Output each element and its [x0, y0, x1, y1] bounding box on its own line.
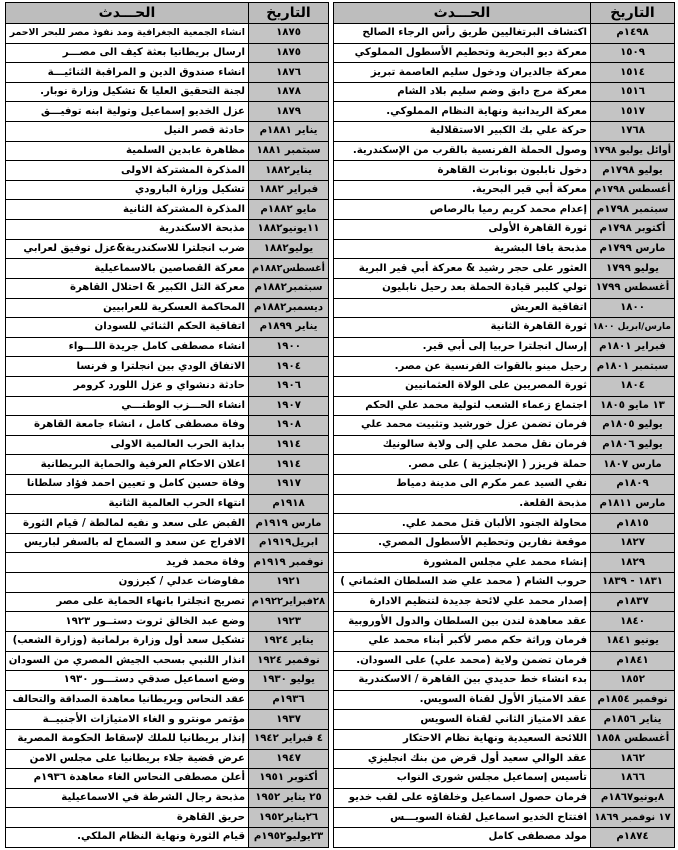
event-cell: معركة التل الكبير & احتلال القاهرة [6, 278, 249, 298]
table-row [6, 671, 329, 691]
event-cell: مذبحة الاسكندرية [6, 220, 249, 240]
date-cell: يوليو ١٩٣٠ [249, 671, 329, 691]
date-cell: سبتمبر ١٨٠١م [591, 357, 675, 377]
date-cell: ١٩١٧ [249, 475, 329, 495]
event-cell: إرسال انجلترا حربيا إلى أبي قير. [334, 337, 591, 357]
date-cell: يونيو ١٨٤١ [591, 631, 675, 651]
table-row [334, 671, 675, 691]
event-cell: اتفاقية العريش [334, 298, 591, 318]
table-row [334, 514, 675, 534]
date-cell: ١٣ مايو ١٨٠٥ [591, 396, 675, 416]
table-row [334, 435, 675, 455]
date-cell: ١٩٠٤ [249, 357, 329, 377]
table-header-row [6, 3, 329, 24]
event-cell: عقد النحاس وبريطانيا معاهدة الصداقة والتحالف [6, 690, 249, 710]
date-cell: أغسطس١٨٨٢م [249, 259, 329, 279]
event-cell: عقد معاهدة لندن بين السلطان والدول الأوروبية [334, 612, 591, 632]
event-cell: وضع عبد الخالق ثروت دستــور ١٩٢٣ [6, 612, 249, 632]
table-row [6, 749, 329, 769]
event-cell: عقد الوالي سعيد أول قرض من بنك انجليزي [334, 749, 591, 769]
table-row [334, 631, 675, 651]
event-cell: محاولة الجنود الألبان قتل محمد علي. [334, 514, 591, 534]
table-row [334, 376, 675, 396]
event-cell: انشاء الحـــزب الوطنـــي [6, 396, 249, 416]
event-cell: انشاء مصطفى كامل جريدة اللـــواء [6, 337, 249, 357]
table-row [6, 553, 329, 573]
table-row [334, 494, 675, 514]
table-row [6, 808, 329, 828]
event-cell: القبض على سعد و نفيه لمالطة / قيام الثورة [6, 514, 249, 534]
table-row [334, 808, 675, 828]
table-row [6, 220, 329, 240]
table-row [6, 533, 329, 553]
table-row [334, 533, 675, 553]
event-cell: إصدار محمد علي لائحة جديدة لتنظيم الادارة [334, 592, 591, 612]
date-cell: ١٨٢٧ [591, 533, 675, 553]
date-cell: ١٥١٤ [591, 63, 675, 83]
event-cell: وفاة مصطفى كامل ، انشاء جامعة القاهرة [6, 416, 249, 436]
date-cell: ١٨٤٠ [591, 612, 675, 632]
date-cell: مارس ١٨٠٧ [591, 455, 675, 475]
date-cell: ١٩١٨م [249, 494, 329, 514]
date-cell: ١٧٦٨ [591, 122, 675, 142]
table-row [6, 475, 329, 495]
table-row [334, 651, 675, 671]
event-cell: وفاة حسين كامل و تعيين احمد فؤاد سلطانا [6, 475, 249, 495]
table-row [6, 396, 329, 416]
date-cell: أغسطس ١٧٩٨م [591, 180, 675, 200]
date-cell: ١٨٤١م [591, 651, 675, 671]
table-row [334, 710, 675, 730]
table-row [6, 298, 329, 318]
event-cell: مذبحة رجال الشرطة في الاسماعيلية [6, 788, 249, 808]
date-cell: ١٨٣١ - ١٨٣٩ [591, 573, 675, 593]
table-row [334, 278, 675, 298]
event-cell: مذبحة القلعة. [334, 494, 591, 514]
date-cell: مايو ١٨٨٢م [249, 200, 329, 220]
event-cell: قيام الثورة ونهاية النظام الملكي. [6, 827, 249, 847]
date-cell: نوفمبر ١٨٥٤م [591, 690, 675, 710]
event-cell: تصريح انجلترا بانهاء الحماية على مصر [6, 592, 249, 612]
date-cell: يوليو١٨٨٢ [249, 239, 329, 259]
table-row [334, 749, 675, 769]
event-cell: اكتشاف البرتغاليين طريق رأس الرجاء الصالح [334, 24, 591, 44]
date-cell: نوفمبر ١٩١٩م [249, 553, 329, 573]
event-cell: حروب الشام ( محمد علي ضد السلطان العثماني ) [334, 573, 591, 593]
table-row [6, 455, 329, 475]
table-row [6, 102, 329, 122]
event-cell: انتهاء الحرب العالمية الثانية [6, 494, 249, 514]
date-cell: ١٨٧٤م [591, 827, 675, 847]
date-cell: ٢٨فبراير١٩٢٢م [249, 592, 329, 612]
event-cell: مظاهرة عابدين السلمية [6, 141, 249, 161]
timeline-body-left [6, 24, 329, 848]
event-cell: فرمان وراثة حكم مصر لأكبر أبناء محمد علي [334, 631, 591, 651]
date-cell: فبراير ١٨٠١م [591, 337, 675, 357]
date-cell: يناير١٨٨٢ [249, 161, 329, 181]
date-cell: يوليو ١٧٩٩ [591, 259, 675, 279]
date-cell: ٨يونيو١٨٦٧م [591, 788, 675, 808]
event-cell: حريق القاهرة [6, 808, 249, 828]
date-cell: ١٩٤٧ [249, 749, 329, 769]
event-cell: افتتاح الخديو اسماعيل لقناة السويـــس [334, 808, 591, 828]
date-cell: ١٨٢٩ [591, 553, 675, 573]
date-cell: مارس ١٧٩٩م [591, 239, 675, 259]
event-cell: مؤتمر مونترو و الغاء الامتيازات الأجنبيــة [6, 710, 249, 730]
date-cell: ٢٦يناير١٩٥٢ [249, 808, 329, 828]
table-row [334, 553, 675, 573]
date-cell: ١٨٧٩ [249, 102, 329, 122]
table-row [6, 416, 329, 436]
date-cell: ٤ فبراير ١٩٤٢ [249, 729, 329, 749]
event-cell: وصول الحملة الفرنسية بالقرب من الإسكندرية. [334, 141, 591, 161]
table-row [6, 612, 329, 632]
date-header: التاريخ [591, 3, 675, 24]
date-cell: نوفمبر ١٩٢٤ [249, 651, 329, 671]
event-cell: اتفاقية الحكم الثنائي للسودان [6, 318, 249, 338]
event-cell: تأسيس إسماعيل مجلس شورى النواب [334, 769, 591, 789]
date-cell: ١٤٩٨م [591, 24, 675, 44]
event-cell: مولد مصطفى كامل [334, 827, 591, 847]
event-cell: ارسال بريطانيا بعثة كيف الى مصـــر [6, 43, 249, 63]
event-cell: بدء انشاء خط حديدي بين القاهرة / الاسكندرية [334, 671, 591, 691]
table-row [334, 82, 675, 102]
table-row [6, 259, 329, 279]
table-row [334, 690, 675, 710]
date-cell: ١٩٠٦ [249, 376, 329, 396]
date-cell: ١٨٧٥ [249, 43, 329, 63]
table-row [334, 769, 675, 789]
event-cell: تشكيل سعد أول وزارة برلمانية (وزارة الشعب) [6, 631, 249, 651]
date-cell: ١٨٥٢ [591, 671, 675, 691]
table-row [334, 102, 675, 122]
table-row [6, 435, 329, 455]
table-row [6, 827, 329, 847]
table-row [334, 180, 675, 200]
date-cell: سبتمبر ١٧٩٨م [591, 200, 675, 220]
date-cell: يوليو ١٨٠٦م [591, 435, 675, 455]
table-row [6, 122, 329, 142]
event-cell: معركة جالديران ودخول سليم العاصمة تبريز [334, 63, 591, 83]
date-cell: أكتوبر ١٧٩٨م [591, 220, 675, 240]
event-cell: انذار اللنبي بسحب الجيش المصري من السودان [6, 651, 249, 671]
event-cell: المحاكمة العسكرية للعرابيين [6, 298, 249, 318]
date-cell: يناير ١٨٩٩م [249, 318, 329, 338]
table-row [6, 337, 329, 357]
event-cell: معركة القصاصين بالاسماعيلية [6, 259, 249, 279]
table-row [334, 396, 675, 416]
table-row [334, 122, 675, 142]
table-row [6, 651, 329, 671]
timeline-table-left [5, 2, 329, 848]
table-row [6, 514, 329, 534]
date-cell: ١٩٣٦م [249, 690, 329, 710]
event-cell: عقد الامتياز الثاني لقناة السويس [334, 710, 591, 730]
date-cell: ١٨١٥م [591, 514, 675, 534]
event-cell: معركة الريدانية ونهاية النظام المملوكي. [334, 102, 591, 122]
date-cell: ١٩٢١ [249, 573, 329, 593]
table-row [334, 416, 675, 436]
table-row [334, 220, 675, 240]
table-row [6, 278, 329, 298]
event-cell: وضع اسماعيل صدقي دستـــور ١٩٣٠ [6, 671, 249, 691]
date-cell: يناير ١٨٥٦م [591, 710, 675, 730]
table-row [334, 788, 675, 808]
date-cell: يوليو ١٨٠٥م [591, 416, 675, 436]
table-row [334, 24, 675, 44]
table-row [334, 200, 675, 220]
event-cell: الاتفاق الودي بين انجلترا و فرنسا [6, 357, 249, 377]
event-cell: ضرب انجلترا للاسكندرية&عزل توفيق لعرابي [6, 239, 249, 259]
table-row [6, 592, 329, 612]
event-cell: فرمان تضمن ولاية (محمد علي) على السودان. [334, 651, 591, 671]
event-cell: ثورة القاهرة الثانية [334, 318, 591, 338]
date-cell: ١٨٠٩م [591, 475, 675, 495]
table-row [6, 376, 329, 396]
date-cell: فبراير ١٨٨٢ [249, 180, 329, 200]
event-cell: معركة أبي قير البحرية. [334, 180, 591, 200]
table-row [334, 612, 675, 632]
event-cell: تولي كليبر قيادة الحملة بعد رحيل نابليون [334, 278, 591, 298]
table-row [6, 239, 329, 259]
table-row [334, 357, 675, 377]
date-cell: ١٩٠٨ [249, 416, 329, 436]
date-cell: ١٧ نوفمبر ١٨٦٩ [591, 808, 675, 828]
table-row [6, 788, 329, 808]
event-cell: اجتماع زعماء الشعب لتولية محمد علي الحكم [334, 396, 591, 416]
table-row [6, 494, 329, 514]
event-cell: معركة ديو البحرية وتحطيم الأسطول المملوكي [334, 43, 591, 63]
event-cell: انشاء الجمعية الجغرافية ومد نفوذ مصر للبحر الاحمر [6, 24, 249, 44]
event-cell: عزل الخديو إسماعيل وتولية ابنه توفيـــق [6, 102, 249, 122]
date-cell: ١٨٦٢ [591, 749, 675, 769]
table-row [334, 827, 675, 847]
event-cell: معركة مرج دابق وضم سليم بلاد الشام [334, 82, 591, 102]
table-row [334, 475, 675, 495]
table-row [334, 141, 675, 161]
table-row [6, 573, 329, 593]
event-cell: مذبحة يافا البشرية [334, 239, 591, 259]
event-cell: رحيل مينو بالقوات الفرنسية عن مصر. [334, 357, 591, 377]
table-row [334, 43, 675, 63]
date-cell: سبتمبر١٨٨٢م [249, 278, 329, 298]
event-header: الحـــدث [6, 3, 249, 24]
event-cell: حادثة قصر النيل [6, 122, 249, 142]
date-cell: ١٨٧٨ [249, 82, 329, 102]
event-cell: لجنة التحقيق العليا & تشكيل وزارة نوبار. [6, 82, 249, 102]
table-row [334, 573, 675, 593]
event-cell: مفاوضات عدلي / كيرزون [6, 573, 249, 593]
date-cell: مارس/ابريل ١٨٠٠ [591, 318, 675, 338]
event-cell: بداية الحرب العالمية الاولى [6, 435, 249, 455]
date-cell: ١٥١٧ [591, 102, 675, 122]
date-cell: ١٩٠٠ [249, 337, 329, 357]
event-cell: وفاة محمد فريد [6, 553, 249, 573]
date-cell: مارس ١٨١١م [591, 494, 675, 514]
date-cell: يوليو ١٧٩٨م [591, 161, 675, 181]
date-cell: مارس ١٩١٩م [249, 514, 329, 534]
table-row [334, 729, 675, 749]
event-cell: عرض قضية جلاء بريطانيا على مجلس الامن [6, 749, 249, 769]
table-row [6, 43, 329, 63]
date-cell: أغسطس ١٧٩٩ [591, 278, 675, 298]
event-cell: تشكيل وزارة البارودي [6, 180, 249, 200]
table-row [334, 239, 675, 259]
table-row [6, 180, 329, 200]
table-row [334, 592, 675, 612]
event-cell: الافراج عن سعد و السماح له بالسفر لباريس [6, 533, 249, 553]
date-cell: أوائل يوليو ١٧٩٨ [591, 141, 675, 161]
date-cell: ١١يونيو١٨٨٢ [249, 220, 329, 240]
event-cell: المذكرة المشتركة الثانية [6, 200, 249, 220]
table-row [334, 298, 675, 318]
event-cell: فرمان حصول اسماعيل وخلفاؤه على لقب خديو [334, 788, 591, 808]
event-cell: إنشاء محمد علي مجلس المشورة [334, 553, 591, 573]
table-row [6, 318, 329, 338]
table-row [6, 24, 329, 44]
date-cell: ابريل١٩١٩م [249, 533, 329, 553]
date-cell: ١٨٠٤ [591, 376, 675, 396]
table-row [6, 631, 329, 651]
event-cell: حادثة دنشواي و عزل اللورد كرومر [6, 376, 249, 396]
date-cell: ١٨٧٥ [249, 24, 329, 44]
date-cell: ديسمبر١٨٨٢م [249, 298, 329, 318]
event-header: الحـــدث [334, 3, 591, 24]
date-cell: أغسطس ١٨٥٨ [591, 729, 675, 749]
table-row [6, 729, 329, 749]
event-cell: عقد الامتياز الأول لقناة السويس. [334, 690, 591, 710]
date-cell: ١٥٠٩ [591, 43, 675, 63]
table-row [334, 318, 675, 338]
event-cell: إنذار بريطانيا للملك لإسقاط الحكومة المصرية [6, 729, 249, 749]
date-cell: ٢٥ يناير ١٩٥٢ [249, 788, 329, 808]
date-cell: ١٨٣٧م [591, 592, 675, 612]
date-cell: ١٩٣٧ [249, 710, 329, 730]
event-cell: دخول نابليون بونابرت القاهرة [334, 161, 591, 181]
event-cell: فرمان تضمن عزل خورشيد وتثبيت محمد علي [334, 416, 591, 436]
date-cell: ١٩٠٧ [249, 396, 329, 416]
date-cell: ١٨٦٦ [591, 769, 675, 789]
event-cell: فرمان نقل محمد علي إلى ولاية سالونيك [334, 435, 591, 455]
table-row [334, 161, 675, 181]
table-row [6, 141, 329, 161]
date-cell: ١٩٢٣ [249, 612, 329, 632]
table-row [334, 455, 675, 475]
event-cell: موقعة نفارين وتحطيم الأسطول المصري. [334, 533, 591, 553]
date-cell: ١٨٠٠ [591, 298, 675, 318]
date-cell: ١٥١٦ [591, 82, 675, 102]
event-cell: حملة فريزر ( الإنجليزية ) على مصر. [334, 455, 591, 475]
table-row [334, 259, 675, 279]
table-row [6, 82, 329, 102]
table-row [6, 357, 329, 377]
date-cell: سبتمبر ١٨٨١ [249, 141, 329, 161]
date-cell: ٢٣يوليو١٩٥٢م [249, 827, 329, 847]
event-cell: إعدام محمد كريم رميا بالرصاص [334, 200, 591, 220]
date-header: التاريخ [249, 3, 329, 24]
date-cell: يناير ١٩٢٤ [249, 631, 329, 651]
table-row [334, 337, 675, 357]
event-cell: حركة علي بك الكبير الاستقلالية [334, 122, 591, 142]
table-row [6, 690, 329, 710]
date-cell: ١٨٧٦ [249, 63, 329, 83]
table-row [6, 769, 329, 789]
event-cell: أعلن مصطفى النحاس الغاء معاهدة ١٩٣٦م [6, 769, 249, 789]
table-row [6, 161, 329, 181]
timeline-body-right [334, 24, 675, 848]
table-row [6, 63, 329, 83]
event-cell: اعلان الاحكام العرفية والحماية البريطانية [6, 455, 249, 475]
date-cell: أكتوبر ١٩٥١ [249, 769, 329, 789]
event-cell: ثورة المصريين على الولاة العثمانيين [334, 376, 591, 396]
date-cell: ١٩١٤ [249, 455, 329, 475]
table-header-row [334, 3, 675, 24]
event-cell: انشاء صندوق الدين و المراقبة الثنائيـــة [6, 63, 249, 83]
event-cell: ثورة القاهرة الأولى [334, 220, 591, 240]
date-cell: يناير ١٨٨١م [249, 122, 329, 142]
table-row [334, 63, 675, 83]
event-cell: نفي السيد عمر مكرم الى مدينة دمياط [334, 475, 591, 495]
table-row [6, 710, 329, 730]
table-row [6, 200, 329, 220]
event-cell: اللائحة السعيدية ونهاية نظام الاحتكار [334, 729, 591, 749]
date-cell: ١٩١٤ [249, 435, 329, 455]
event-cell: المذكرة المشتركة الاولى [6, 161, 249, 181]
event-cell: العثور على حجر رشيد & معركة أبي قير البرية [334, 259, 591, 279]
timeline-table-right [333, 2, 675, 848]
